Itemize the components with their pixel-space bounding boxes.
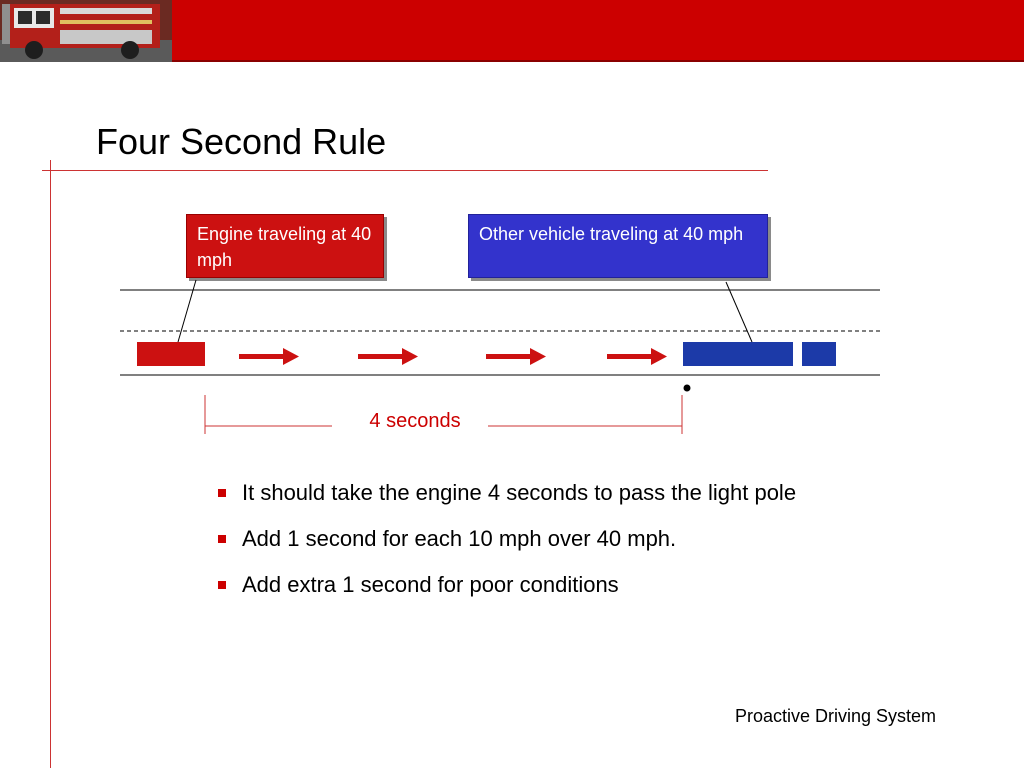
engine-vehicle: [137, 342, 205, 366]
right-arrow-icon: [486, 348, 546, 365]
bullet-item: [214, 524, 804, 554]
bullet-text: It should take the engine 4 seconds to pass the light pole: [242, 480, 797, 505]
light-pole-dot: [684, 385, 691, 392]
other-vehicle-cab: [683, 342, 793, 366]
bullet-marker-icon: [218, 535, 226, 543]
bullet-marker-icon: [218, 581, 226, 589]
bullet-text: Add 1 second for each 10 mph over 40 mph.: [242, 526, 677, 551]
engine-callout: Engine traveling at 40 mph: [186, 214, 384, 278]
callout-pointer-engine: [178, 280, 196, 342]
other-vehicle-callout: Other vehicle traveling at 40 mph: [468, 214, 768, 278]
bullet-text: Add extra 1 second for poor conditions: [242, 572, 619, 597]
other-vehicle-trailer: [802, 342, 836, 366]
bullet-item: [214, 570, 804, 600]
right-arrow-icon: [607, 348, 667, 365]
right-arrow-icon: [239, 348, 299, 365]
footer-text: Proactive Driving System: [734, 706, 936, 726]
bullet-list: [214, 478, 804, 616]
bullet-item: [214, 478, 804, 508]
callout-pointer-other: [726, 282, 752, 342]
right-arrow-icon: [358, 348, 418, 365]
bullet-marker-icon: [218, 489, 226, 497]
interval-label: 4 seconds: [369, 410, 461, 432]
slide-title: Four Second Rule: [96, 121, 387, 162]
